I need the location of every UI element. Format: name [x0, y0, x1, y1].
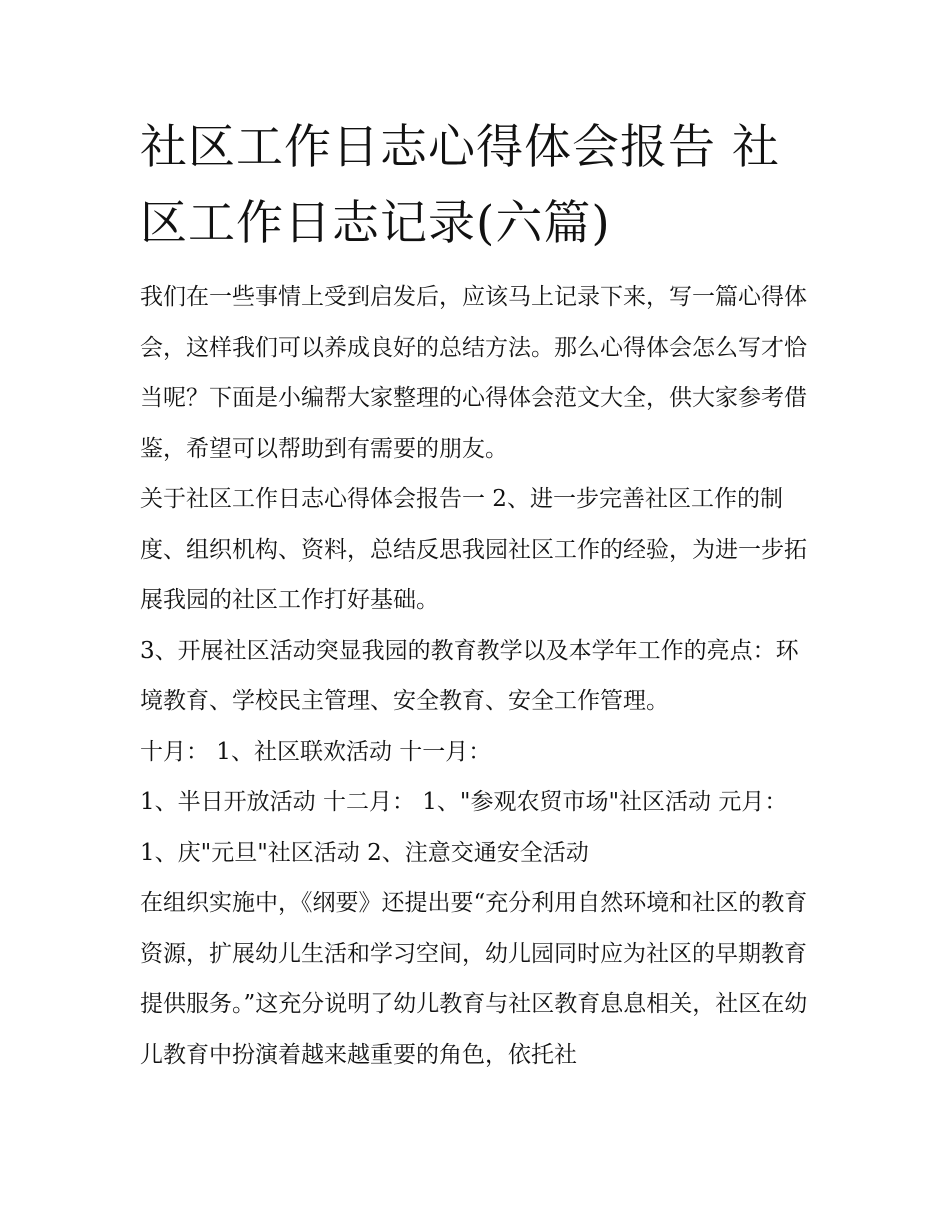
paragraph-intro: 我们在一些事情上受到启发后，应该马上记录下来，写一篇心得体会，这样我们可以养成良好的总结方法。那么心得体会怎么写才恰当呢？下面是小编帮大家整理的心得体会范文大全，供大家参考借鉴，希望可以帮助到有需要的朋友。: [140, 284, 807, 462]
paragraph-report-one: 关于社区工作日志心得体会报告一 2、进一步完善社区工作的制度、组织机构、资料，总结反思我园社区工作的经验，为进一步拓展我园的社区工作打好基础。: [140, 486, 807, 613]
paragraph-october: 十月： 1、社区联欢活动 十一月：: [140, 738, 492, 765]
paragraph-highlights: 3、开展社区活动突显我园的教育教学以及本学年工作的亮点：环境教育、学校民主管理、安全教育、安全工作管理。: [140, 637, 799, 714]
document-title: 社区工作日志心得体会报告 社区工作日志记录(六篇): [140, 120, 780, 251]
paragraph-implementation: 在组织实施中，《纲要》还提出要“充分利用自然环境和社区的教育资源，扩展幼儿生活和学习空间，幼儿园同时应为社区的早期教育提供服务。”这充分说明了幼儿教育与社区教育息息相关，社区在幼儿教育中扮演着越来越重要的角色，依托社: [140, 890, 808, 1068]
paragraph-schedule: 1、半日开放活动 十二月： 1、"参观农贸市场"社区活动 元月： 1、庆"元旦"社区活动 2、注意交通安全活动: [140, 789, 788, 866]
document-page: [140, 110, 815, 1080]
